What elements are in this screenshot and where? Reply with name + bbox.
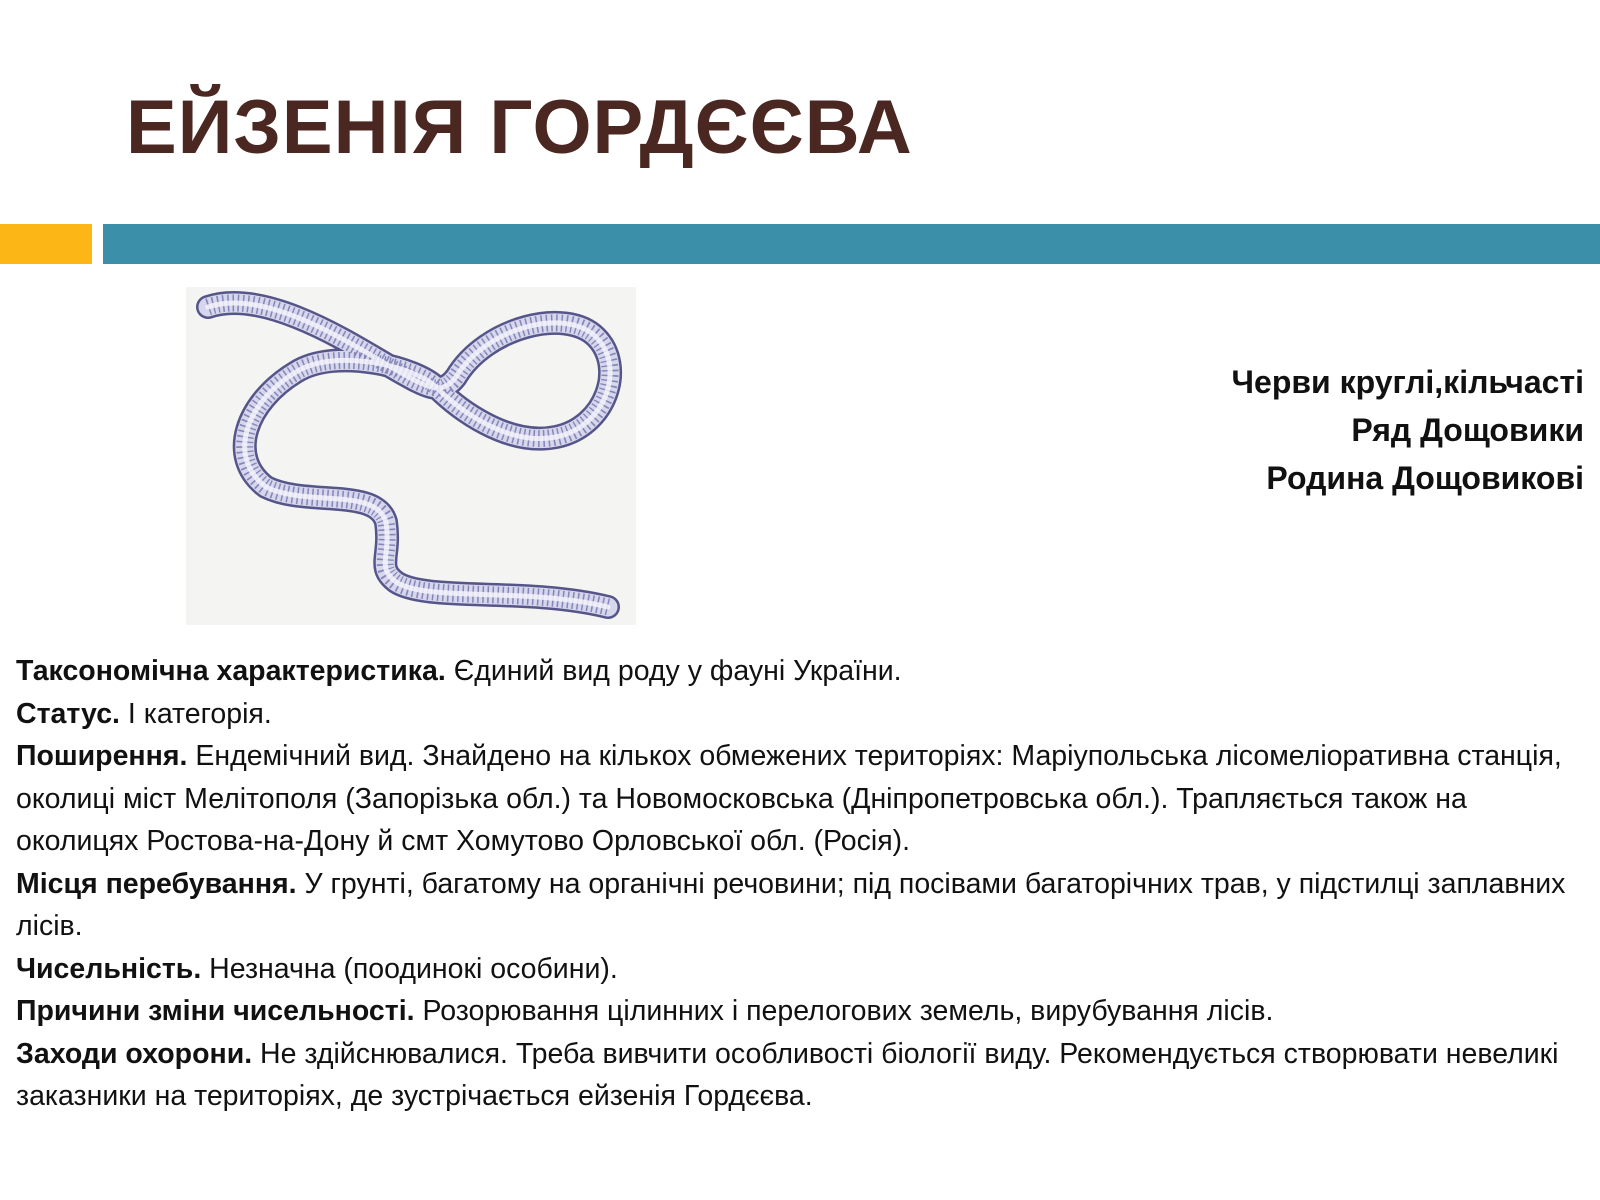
paragraph-text: Ендемічний вид. Знайдено на кількох обмежених територіях: Маріупольська лісомеліоративна станція, околиці міст Мелітополя (Запорізька обл.) та Новомосковська (Дніпропетровська обл.). Трапляється також на околицях Ростова-на-Дону й смт Хомутово Орловської обл. (Росія). — [16, 740, 1562, 857]
accent-bar-orange — [0, 224, 92, 264]
paragraph-text: Єдиний вид роду у фауні України. — [445, 655, 902, 687]
paragraph-text: I категорія. — [119, 697, 272, 730]
paragraph-abundance — [16, 948, 1586, 991]
paragraph-label: Причини зміни чисельності. — [16, 995, 415, 1027]
paragraph-distribution — [16, 735, 1586, 863]
paragraph-text: Розорювання цілинних і перелогових земель, вирубування лісів. — [414, 995, 1274, 1027]
taxonomy-family: Родина Дощовикові — [1266, 460, 1584, 496]
species-description — [16, 650, 1586, 1118]
paragraph-text: У грунті, багатому на органічні речовини; під посівами багаторічних трав, у підстилці заплавних лісів. — [16, 867, 1566, 942]
taxonomy-block — [1232, 358, 1584, 502]
accent-bar-teal — [103, 224, 1600, 264]
earthworm-illustration — [186, 287, 636, 625]
paragraph-label: Статус. — [16, 697, 120, 730]
paragraph-threats — [16, 990, 1586, 1033]
paragraph-habitat — [16, 863, 1586, 948]
paragraph-label: Поширення. — [16, 740, 188, 772]
paragraph-label: Чисельність. — [16, 952, 202, 985]
paragraph-text: Не здійснювалися. Треба вивчити особливості біології виду. Рекомендується створювати невеликі заказники на територіях, де зустрічається ейзенія Гордєєва. — [16, 1037, 1559, 1112]
paragraph-protection — [16, 1033, 1586, 1118]
taxonomy-order: Ряд Дощовики — [1351, 412, 1584, 448]
paragraph-text: Незначна (поодинокі особини). — [201, 952, 618, 985]
paragraph-label: Заходи охорони. — [16, 1037, 253, 1070]
paragraph-label: Таксономічна характеристика. — [16, 655, 446, 687]
paragraph-label: Місця перебування. — [16, 867, 297, 900]
slide-title: ЕЙЗЕНІЯ ГОРДЄЄВА — [126, 85, 913, 170]
paragraph-taxonomic — [16, 650, 1586, 693]
paragraph-status — [16, 693, 1586, 736]
earthworm-drawing — [186, 287, 636, 625]
taxonomy-class: Черви круглі,кільчасті — [1231, 364, 1584, 400]
